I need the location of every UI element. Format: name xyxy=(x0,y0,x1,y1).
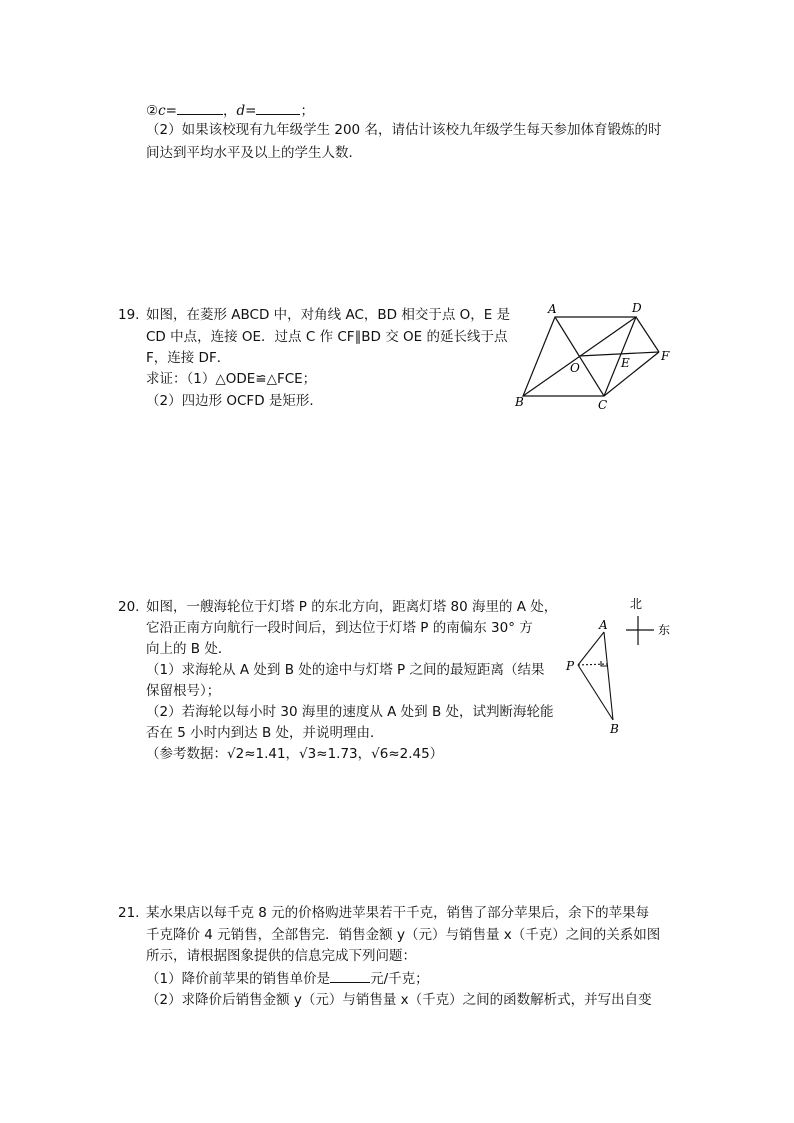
question-20-line6: （2）若海轮以每小时 30 海里的速度从 A 处到 B 处，试判断海轮能 xyxy=(146,704,554,720)
question-21-number: 21. xyxy=(118,905,140,921)
answer-blank-c[interactable] xyxy=(177,100,223,115)
question-20-line3: 向上的 B 处． xyxy=(146,641,232,657)
question-21-part1-suffix: 元/千克； xyxy=(370,971,429,987)
segment-of xyxy=(579,352,659,356)
question-21-line2: 千克降价 4 元销售，全部售完．销售金额 y（元）与销售量 x（千克）之间的关系如图 xyxy=(146,927,661,943)
segment-cf xyxy=(604,352,659,396)
perpendicular-dotted xyxy=(578,664,607,665)
question-19-line3: F，连接 DF． xyxy=(146,350,231,366)
question-21-part1-prefix: （1）降价前苹果的销售单价是 xyxy=(146,971,331,987)
rhombus-figure xyxy=(508,296,678,416)
question-19-line1: 如图，在菱形 ABCD 中，对角线 AC，BD 相交于点 O，E 是 xyxy=(146,307,511,323)
separator: ， xyxy=(222,103,237,119)
question-part-2-line1: （2）如果该校现有九年级学生 200 名，请估计该校九年级学生每天参加体育锻炼的时 xyxy=(146,122,662,138)
c-label: c= xyxy=(158,103,177,119)
label-d: D xyxy=(632,301,642,315)
question-19-number: 19. xyxy=(118,307,140,323)
question-21-line5: （2）求降价后销售金额 y（元）与销售量 x（千克）之间的函数解析式，并写出自变 xyxy=(146,992,652,1008)
answer-blank-d[interactable] xyxy=(256,100,300,115)
label-p: P xyxy=(566,659,575,673)
question-20-line7: 否在 5 小时内到达 B 处，并说明理由． xyxy=(146,725,384,741)
question-19-line4: 求证：（1）△ODE≌△FCE； xyxy=(146,371,317,387)
label-a: A xyxy=(599,618,608,632)
question-20-line5: 保留根号）； xyxy=(146,683,221,699)
question-21-line4 xyxy=(146,968,429,989)
segment-pa xyxy=(578,632,604,665)
label-a: A xyxy=(548,302,557,316)
segment-df xyxy=(636,317,659,352)
question-20-line2: 它沿正南方向航行一段时间后，到达位于灯塔 P 的南偏东 30° 方 xyxy=(146,620,533,636)
label-o: O xyxy=(570,361,580,375)
segment-ab xyxy=(604,632,613,720)
fill-in-line xyxy=(146,100,314,121)
d-label: d= xyxy=(236,103,257,119)
question-19-line5: （2）四边形 OCFD 是矩形． xyxy=(146,393,323,409)
circled-number-2: ② xyxy=(146,103,159,119)
question-20-number: 20. xyxy=(118,599,140,615)
question-part-2-line2: 间达到平均水平及以上的学生人数． xyxy=(146,145,362,161)
question-20-line4: （1）求海轮从 A 处到 B 处的途中与灯塔 P 之间的最短距离（结果 xyxy=(146,662,545,678)
label-c: C xyxy=(598,398,608,412)
answer-blank-price[interactable] xyxy=(330,968,370,983)
north-label: 北 xyxy=(630,597,643,611)
lighthouse-figure xyxy=(560,590,680,740)
question-21-line3: 所示，请根据图象提供的信息完成下列问题： xyxy=(146,948,416,964)
label-e: E xyxy=(621,356,630,370)
label-b: B xyxy=(515,395,524,409)
question-21-line1: 某水果店以每千克 8 元的价格购进苹果若干千克，销售了部分苹果后，余下的苹果每 xyxy=(146,905,650,921)
line-end: ； xyxy=(300,103,314,119)
east-label: 东 xyxy=(658,623,671,637)
question-20-line1: 如图，一艘海轮位于灯塔 P 的东北方向，距离灯塔 80 海里的 A 处， xyxy=(146,599,558,615)
question-19-line2: CD 中点，连接 OE．过点 C 作 CF∥BD 交 OE 的延长线于点 xyxy=(146,329,508,345)
question-20-line8: （参考数据：√2≈1.41，√3≈1.73，√6≈2.45） xyxy=(146,746,444,762)
label-b: B xyxy=(610,722,619,736)
label-f: F xyxy=(661,349,670,363)
